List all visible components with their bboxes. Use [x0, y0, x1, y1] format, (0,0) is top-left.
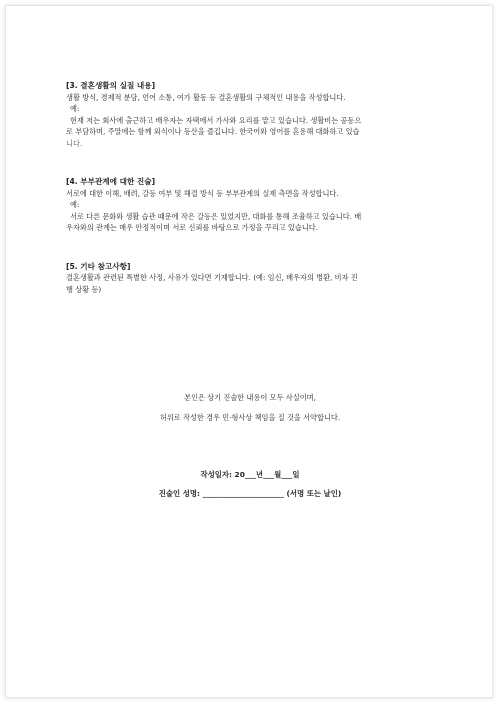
- signature-row: [6, 488, 494, 499]
- section-3-example-label: 예:: [70, 104, 80, 113]
- spacer: [66, 149, 442, 176]
- document-page: [5, 5, 493, 698]
- signer-name-label: 진술인 성명:: [158, 489, 201, 498]
- section-3-example-line-2: 로 부담하며, 주말에는 함께 외식이나 등산을 즐깁니다. 한국어와 영어를 혼용해 대화하고 있습: [66, 127, 360, 136]
- section-4-example-line-2: 우자와의 관계는 매우 안정적이며 서로 신뢰를 바탕으로 가정을 꾸리고 있습니다.: [66, 223, 318, 232]
- signer-name-blank: ______________________: [202, 489, 284, 498]
- date-field: 작성일자: 20___년___월___일: [200, 470, 300, 479]
- spacer: [66, 234, 442, 261]
- section-4-example-label: 예:: [70, 200, 80, 209]
- declaration-line-1: 본인은 상기 진술한 내용이 모두 사실이며,: [184, 393, 316, 402]
- section-3-title: [3. 결혼생활의 실질 내용]: [66, 81, 156, 90]
- section-4-title: [4. 부부관계에 대한 진술]: [66, 177, 156, 186]
- declaration-line-2: 허위로 작성한 경우 민·형사상 책임을 질 것을 서약합니다.: [159, 413, 341, 422]
- section-3-description: 생활 방식, 경제적 분담, 언어 소통, 여가 활동 등 결혼생활의 구체적인 내용을 작성합니다.: [66, 92, 346, 102]
- statement-body: [66, 80, 442, 295]
- section-5-description-line-1: 결혼생활과 관련된 특별한 사정, 사유가 있다면 기재합니다. (예: 임신, 배우자의 병환, 비자 진: [66, 273, 358, 282]
- section-3-example-line-3: 니다.: [66, 138, 83, 148]
- section-5-title: [5. 기타 참고사항]: [66, 261, 131, 271]
- section-4-description: 서로에 대한 이해, 배려, 갈등 여부 및 해결 방식 등 부부관계의 실제 측면을 작성합니다.: [66, 188, 339, 198]
- section-3-example-line-1: 현재 저는 회사에 출근하고 배우자는 자택에서 가사와 요리를 맡고 있습니다. 생활비는 공동으: [70, 115, 362, 125]
- signature-note: (서명 또는 날인): [286, 489, 342, 498]
- section-5-description-line-2: 행 상황 등): [66, 284, 102, 294]
- section-4-example-line-1: 서로 다른 문화와 생활 습관 때문에 작은 갈등은 있었지만, 대화를 통해 조율하고 있습니다. 배: [70, 211, 362, 221]
